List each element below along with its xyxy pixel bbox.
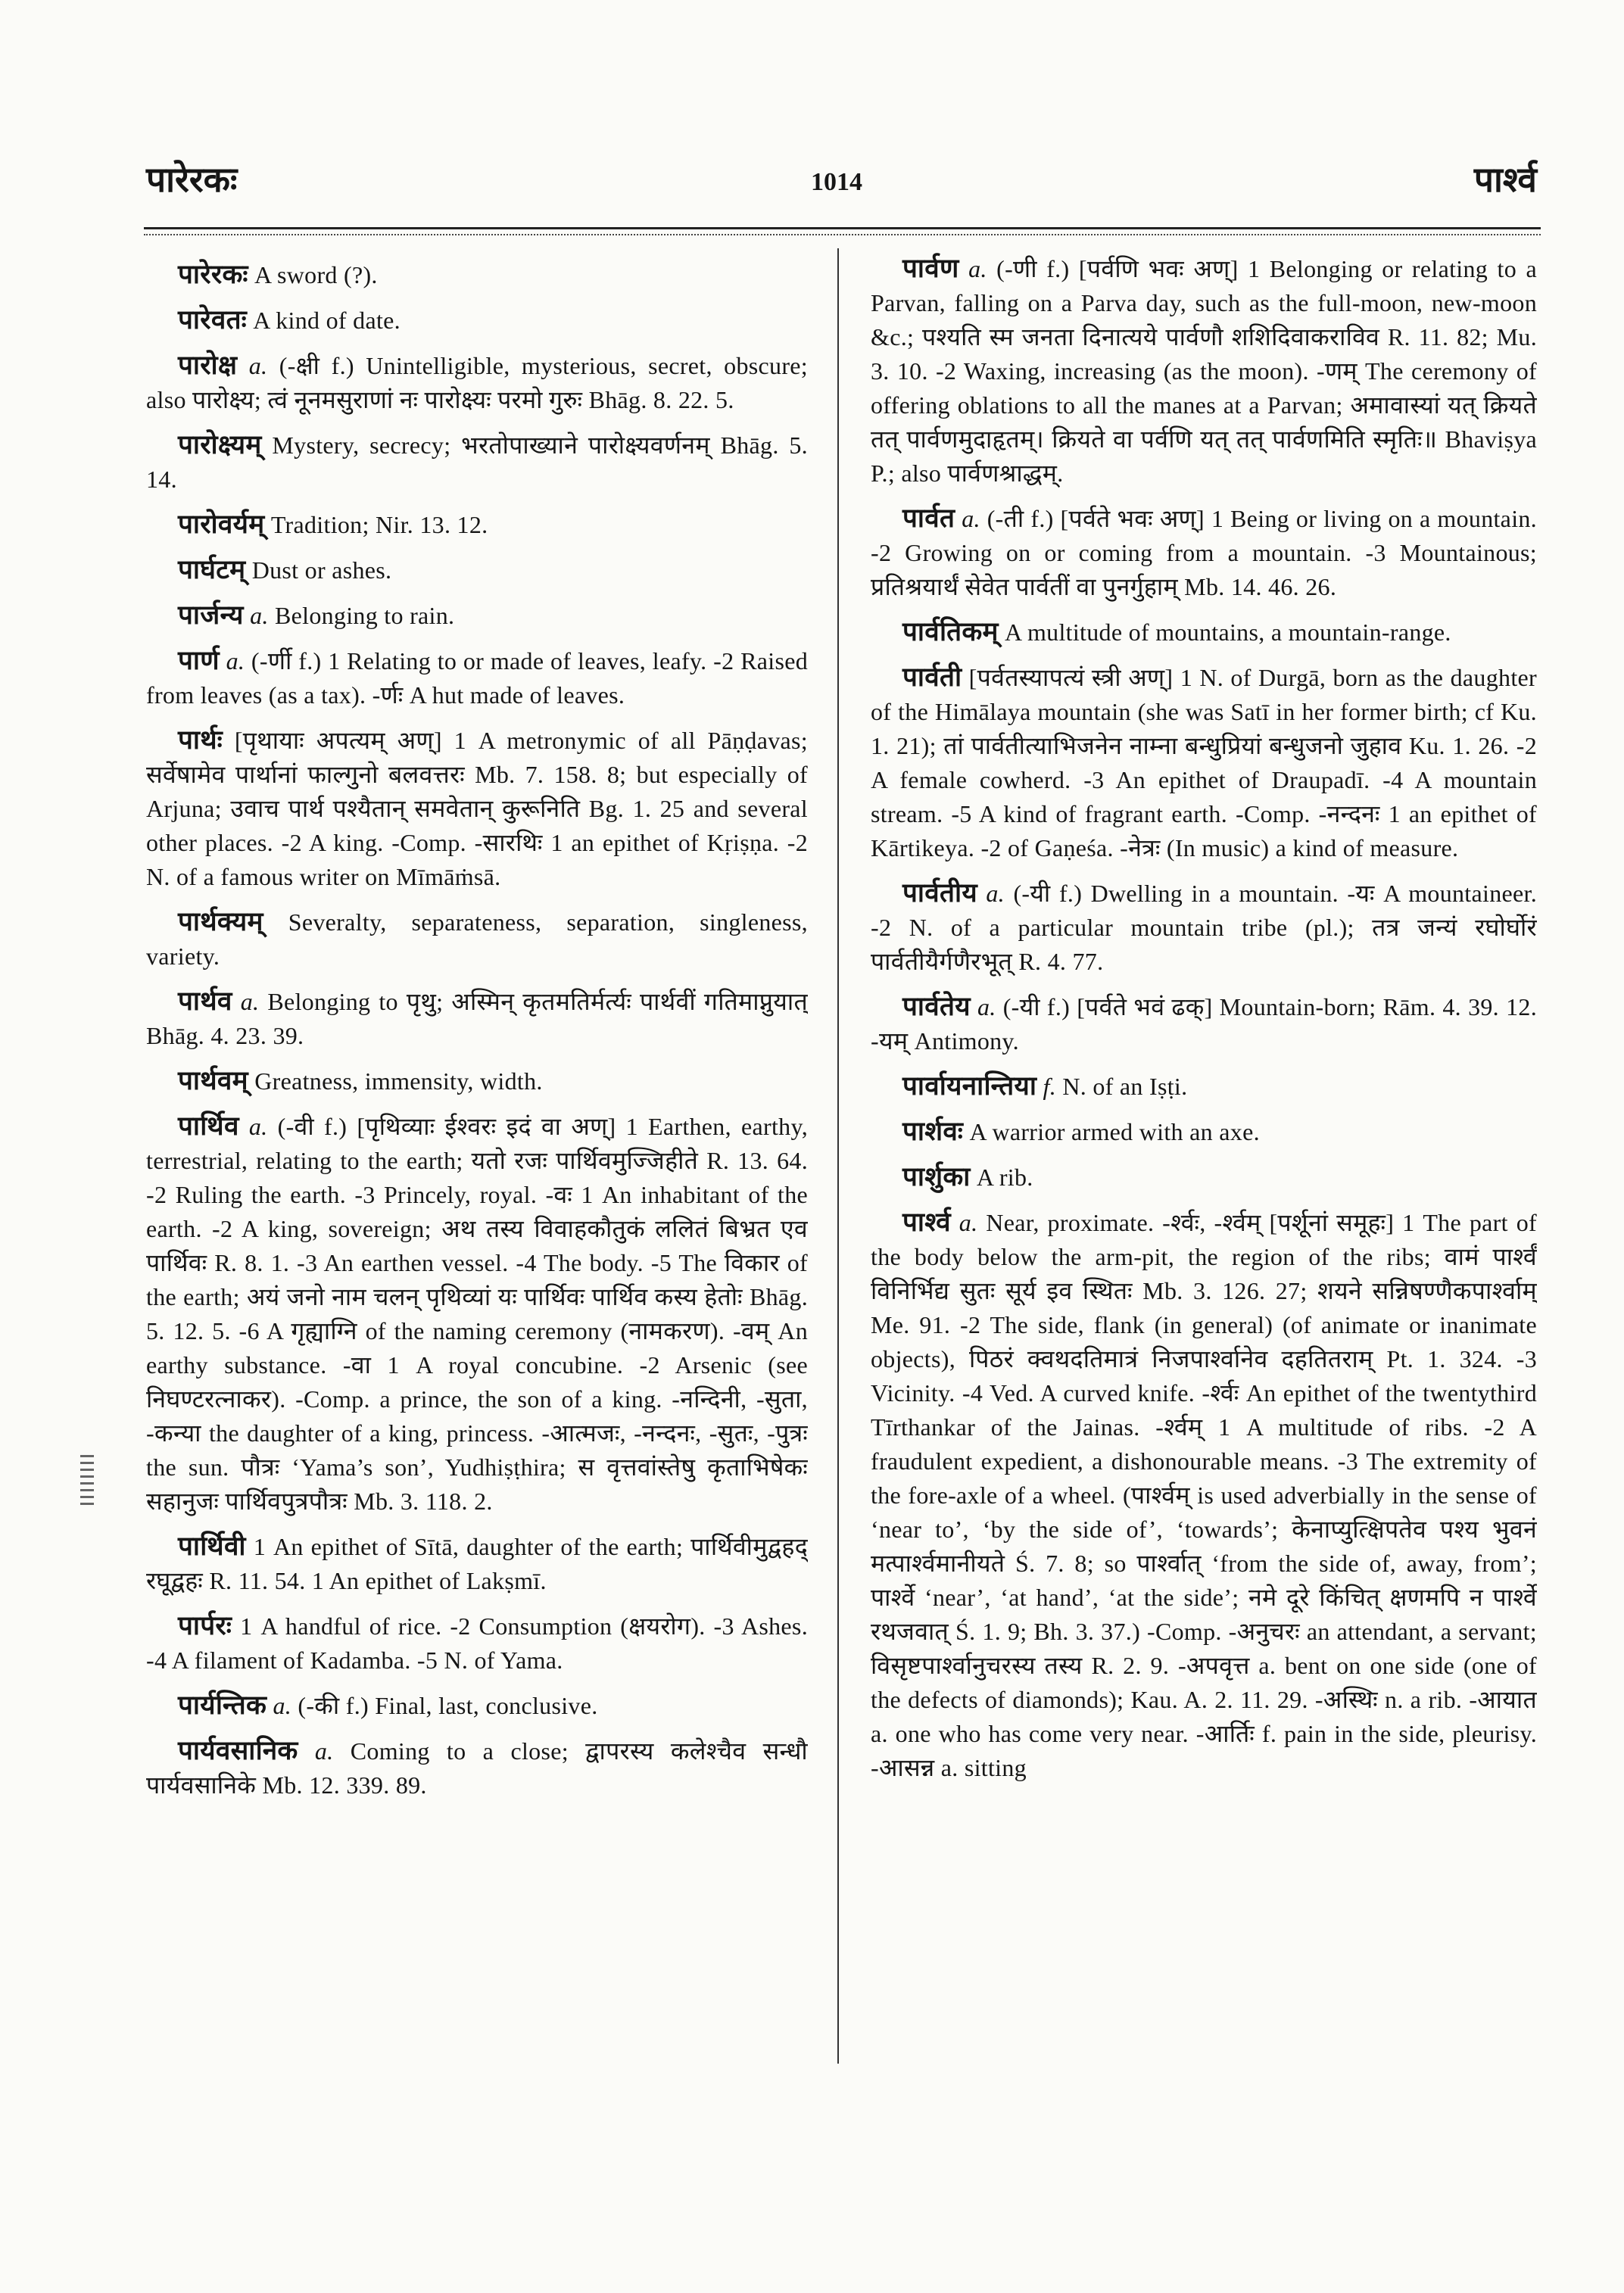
headword: पार्ण (178, 646, 220, 675)
right-column (871, 251, 1537, 2189)
entry-definition: Coming to a close; द्वापरस्य कलेश्चैव सन्धौ पार्यवसानिके Mb. 12. 339. 89. (146, 1737, 808, 1799)
grammar-label: a. (959, 1209, 978, 1236)
dictionary-entry (871, 501, 1537, 604)
headword: पार्थवम् (178, 1066, 248, 1095)
grammar-label: a. (250, 602, 269, 629)
entry-definition: 1 A handful of rice. -2 Consumption (क्षयरोग). -3 Ashes. -4 A filament of Kadamba. -5 N. of Yama. (146, 1612, 808, 1674)
entry-definition: Dust or ashes. (251, 556, 392, 584)
headword: पार्श्व (902, 1207, 951, 1237)
dictionary-entry (146, 1688, 808, 1723)
headword: पार्थव (178, 986, 232, 1016)
entry-definition: (-र्णी f.) 1 Relating to or made of leaves, leafy. -2 Raised from leaves (as a tax). -र्णः A hut made of leaves. (146, 647, 808, 709)
left-guide-word: पारेरकः (146, 160, 238, 199)
grammar-label: f. (1043, 1073, 1057, 1100)
headword: पार्वत (902, 503, 955, 533)
entry-definition: (-णी f.) [पर्वणि भवः अण्] 1 Belonging or relating to a Parvan, falling on a Parva day, such as the full-moon, new-moon &c.; पश्यति स्म जनता दिनात्यये पार्वणौ शशिदिवाकराविव R. 11. 82; Mu. 3. 10. -2 Waxing, increasing (as the moon). -णम् The ceremony of offering oblations to all the manes at a Parvan; अमावास्यां यत् क्रियते तत् पार्वणमुदाहृतम्। क्रियते वा पर्वणि यत् तत् पार्वणमिति स्मृतिः॥ Bhaviṣya P.; also पार्वणश्राद्धम्. (871, 255, 1537, 487)
dictionary-entry (871, 989, 1537, 1058)
dictionary-entry (146, 428, 808, 497)
dictionary-entry (146, 507, 808, 542)
entry-definition: [पर्वतस्यापत्यं स्त्री अण्] 1 N. of Durgā, born as the daughter of the Himālaya mountain (she was Satī in her former birth; cf Ku. 1. 21); तां पार्वतीत्याभिजनेन नाम्ना बन्धुप्रियां बन्धुजनो जुहाव Ku. 1. 26. -2 A female cowherd. -3 An epithet of Draupadī. -4 A mountain stream. -5 A kind of fragrant earth. -Comp. -नन्दनः 1 an epithet of Kārtikeya. -2 of Gaṇeśa. -नेत्रः (In music) a kind of measure. (871, 664, 1537, 861)
headword: पारेवतः (178, 305, 247, 335)
entry-definition: (-यी f.) Dwelling in a mountain. -यः A mountaineer. -2 N. of a particular mountain tribe (pl.); तत्र जन्यं रघोर्घोरं पार्वतीयैर्गणैरभूत् R. 4. 77. (871, 880, 1537, 975)
grammar-label: a. (248, 352, 268, 379)
headword: पार्जन्य (178, 600, 244, 630)
entry-definition: A kind of date. (253, 307, 401, 334)
headword: पार्थः (178, 725, 223, 755)
entry-definition: [पृथायाः अपत्यम् अण्] 1 A metronymic of all Pāṇḍavas; सर्वेषामेव पार्थानां फाल्गुनो बलवत्तरः Mb. 7. 158. 8; but especially of Arjuna; उवाच पार्थ पश्यैतान् समवेतान् कुरूनिति Bg. 1. 25 and several other places. -2 A king. -Comp. -सारथिः 1 an epithet of Kṛiṣṇa. -2 N. of a famous writer on Mīmāṁsā. (146, 727, 808, 890)
header-dotted-rule (144, 234, 1541, 235)
entry-definition: (-यी f.) [पर्वते भवं ढक्] Mountain-born; Rām. 4. 39. 12. -यम् Antimony. (871, 993, 1537, 1055)
headword: पार्वण (902, 254, 959, 283)
dictionary-entry (146, 1609, 808, 1678)
dictionary-entry (871, 615, 1537, 650)
entry-definition: Severalty, separateness, separation, singleness, variety. (146, 908, 808, 970)
entry-definition: A warrior armed with an axe. (969, 1118, 1260, 1145)
headword: पार्थिव (178, 1111, 239, 1141)
headword: पार्शुका (902, 1162, 971, 1192)
headword: पारेरकः (178, 260, 248, 289)
dictionary-entry (871, 1160, 1537, 1195)
headword: पार्घटम् (178, 555, 246, 584)
column-divider (837, 248, 839, 2064)
headword: पार्थक्यम् (178, 907, 263, 936)
dictionary-entry (146, 303, 808, 338)
headword: पारोवर्यम् (178, 509, 265, 539)
entry-definition: Belonging to पृथु; अस्मिन् कृतमतिर्मर्त्यः पार्थवीं गतिमाप्नुयात् Bhāg. 4. 23. 39. (146, 988, 808, 1049)
grammar-label: a. (986, 880, 1005, 907)
headword: पार्वतेय (902, 992, 971, 1021)
dictionary-entry (146, 984, 808, 1053)
headword: पार्वायनान्तिया (902, 1071, 1037, 1101)
left-column (146, 257, 808, 2195)
margin-mark (80, 1455, 94, 1505)
dictionary-entry (146, 1529, 808, 1598)
dictionary-entry (146, 905, 808, 974)
entry-definition: Belonging to rain. (274, 602, 455, 629)
grammar-label: a. (240, 988, 260, 1015)
entry-definition: (-क्षी f.) Unintelligible, mysterious, secret, obscure; also पारोक्ष्य; त्वं नूनमसुराणां नः पारोक्ष्यः परमो गुरुः Bhāg. 8. 22. 5. (146, 352, 808, 413)
headword: पार्यन्तिक (178, 1690, 267, 1720)
grammar-label: a. (962, 505, 980, 532)
entry-definition: (-ती f.) [पर्वते भवः अण्] 1 Being or living on a mountain. -2 Growing on or coming from a mountain. -3 Mountainous; प्रतिश्रयार्थं सेवेत पार्वतीं वा पुनर्गुहाम् Mb. 14. 46. 26. (871, 505, 1537, 600)
right-guide-word: पार्श्व (1473, 160, 1537, 199)
grammar-label: a. (273, 1692, 292, 1719)
entry-definition: Near, proximate. -र्श्वः, -र्श्वम् [पर्शूनां समूहः] 1 The part of the body below the arm-pit, the region of the ribs; वामं पार्श्वं विनिर्भिद्य सुतः सूर्य इव स्थितः Mb. 3. 126. 27; शयने सन्निषण्णैकपार्श्वाम् Me. 91. -2 The side, flank (in general) (of animate or inanimate objects), पिठरं क्वथदतिमात्रं निजपार्श्वानेव दहतितराम् Pt. 1. 324. -3 Vicinity. -4 Ved. A curved knife. -र्श्वः An epithet of the twentythird Tīrthankar of the Jainas. -र्श्वम् 1 A multitude of ribs. -2 A fraudulent expedient, a dishonourable means. -3 The extremity of the fore-axle of a wheel. (पार्श्वम् is used adverbially in the sense of ‘near to’, ‘by the side of’, ‘towards’; केनाप्युत्क्षिपतेव पश्य भुवनं मत्पार्श्वमानीयते Ś. 7. 8; so पार्श्वात् ‘from the side of, away, from’; पार्श्वे ‘near’, ‘at hand’, ‘at the side’; नमे दूरे किंचित् क्षणमपि न पार्श्वे रथजवात् Ś. 1. 9; Bh. 3. 37.) -Comp. -अनुचरः an attendant, a servant; विसृष्टपार्श्वानुचरस्य तस्य R. 2. 9. -अपवृत्त a. bent on one side (one of the defects of diamonds); Kau. A. 2. 11. 29. -अस्थिः n. a rib. -आयात a. one who has come very near. -आर्तिः f. pain in the side, pleurisy. -आसन्न a. sitting (871, 1209, 1537, 1781)
dictionary-entry (871, 1069, 1537, 1104)
headword: पार्वतिकम् (902, 617, 999, 646)
entry-definition: Tradition; Nir. 13. 12. (270, 511, 488, 538)
dictionary-entry (871, 1114, 1537, 1149)
entry-definition: Greatness, immensity, width. (254, 1067, 543, 1095)
headword: पार्वतीय (902, 878, 977, 908)
dictionary-entry (871, 1205, 1537, 1785)
headword: पार्वती (902, 662, 962, 692)
dictionary-entry (871, 876, 1537, 979)
dictionary-entry (146, 257, 808, 292)
headword: पार्शवः (902, 1117, 964, 1146)
dictionary-entry (146, 1064, 808, 1098)
dictionary-entry (146, 1109, 808, 1519)
dictionary-entry (146, 1734, 808, 1802)
entry-definition: N. of an Iṣṭi. (1062, 1073, 1188, 1100)
grammar-label: a. (977, 993, 996, 1020)
dictionary-entry (146, 643, 808, 712)
entry-definition: 1 An epithet of Sītā, daughter of the earth; पार्थिवीमुद्वहद् रघूद्वहः R. 11. 54. 1 An epithet of Lakṣmī. (146, 1533, 808, 1594)
grammar-label: a. (226, 647, 245, 675)
dictionary-entry (871, 251, 1537, 491)
entry-definition: (-की f.) Final, last, conclusive. (298, 1692, 598, 1719)
header-rule (144, 227, 1541, 229)
entry-definition: A multitude of mountains, a mountain-range. (1005, 618, 1451, 646)
grammar-label: a. (248, 1113, 268, 1140)
dictionary-entry (146, 553, 808, 587)
dictionary-entry (146, 348, 808, 417)
entry-definition: (-वी f.) [पृथिव्याः ईश्वरः इदं वा अण्] 1 Earthen, earthy, terrestrial, relating to the earth; यतो रजः पार्थिवमुज्जिहीते R. 13. 64. -2 Ruling the earth. -3 Princely, royal. -वः 1 An inhabitant of the earth. -2 A king, sovereign; अथ तस्य विवाहकौतुकं ललितं बिभ्रत एव पार्थिवः R. 8. 1. -3 An earthen vessel. -4 The body. -5 The विकार of the earth; अयं जनो नाम चलन् पृथिव्यां यः पार्थिवः पार्थिव कस्य हेतोः Bhāg. 5. 12. 5. -6 A गृह्याग्नि of the naming ceremony (नामकरण). -वम् An earthy substance. -वा 1 A royal concubine. -2 Arsenic (see निघण्टरत्नाकर). -Comp. a prince, the son of a king. -नन्दिनी, -सुता, -कन्या the daughter of a king, princess. -आत्मजः, -नन्दनः, -सुतः, -पुत्रः the sun. पौत्रः ‘Yama’s son’, Yudhiṣṭhira; स वृत्तवांस्तेषु कृताभिषेकः सहानुजः पार्थिवपुत्रपौत्रः Mb. 3. 118. 2. (146, 1113, 808, 1515)
headword: पार्यवसानिक (178, 1736, 298, 1765)
dictionary-entry (146, 723, 808, 894)
dictionary-entry (871, 660, 1537, 865)
headword: पार्थिवी (178, 1531, 246, 1561)
grammar-label: a. (968, 255, 987, 282)
entry-definition: A rib. (976, 1164, 1033, 1191)
dictionary-entry (146, 598, 808, 633)
entry-definition: A sword (?). (254, 261, 378, 288)
entry-definition: Mystery, secrecy; भरतोपाख्याने पारोक्ष्यवर्णनम् Bhāg. 5. 14. (146, 431, 808, 493)
grammar-label: a. (314, 1737, 334, 1765)
headword: पारोक्ष (178, 350, 238, 380)
page-number: 1014 (811, 168, 862, 196)
headword: पारोक्ष्यम् (178, 430, 262, 460)
headword: पार्परः (178, 1611, 232, 1640)
